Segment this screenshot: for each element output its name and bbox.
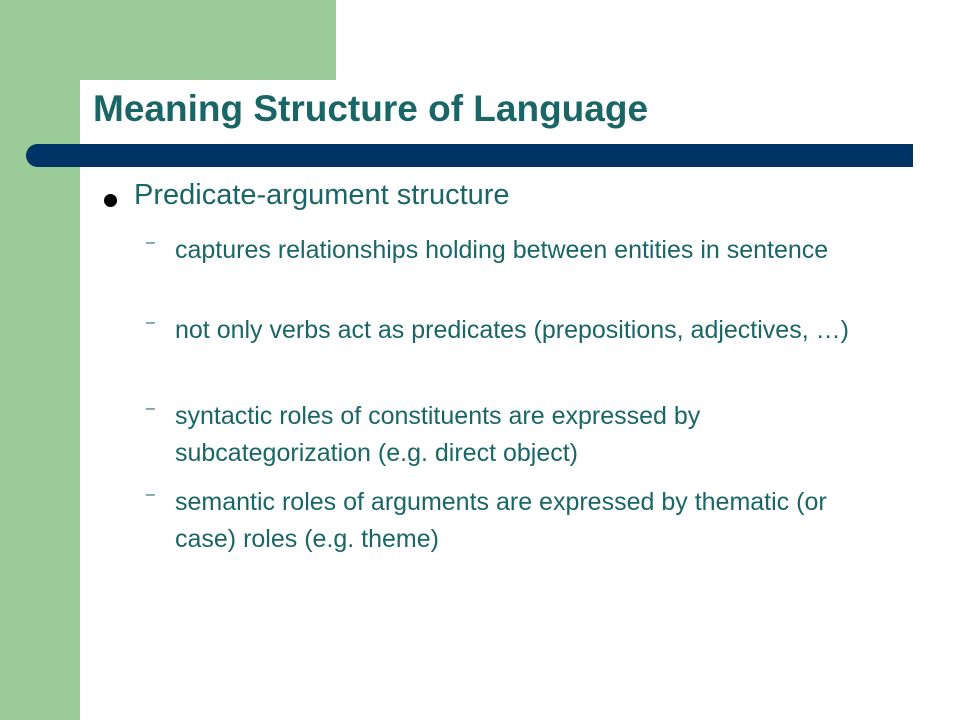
sub-bullet-text: semantic roles of arguments are expressed by thematic (or case) roles (e.g. theme) [175, 488, 827, 553]
green-accent-left [0, 0, 80, 720]
sub-bullet-text: captures relationships holding between entities in sentence [175, 236, 829, 264]
title-underline-bar [26, 144, 913, 167]
dash-icon: – [146, 486, 155, 503]
sub-bullet-text: syntactic roles of constituents are expressed by subcategorization (e.g. direct object) [175, 402, 701, 467]
main-bullet: Predicate-argument structure [134, 179, 510, 211]
dash-icon: – [146, 234, 155, 251]
dash-icon: – [146, 400, 155, 417]
sub-bullet-text: not only verbs act as predicates (prepositions, adjectives, …) [175, 316, 849, 344]
bullet-dot-icon [104, 194, 117, 207]
slide-title: Meaning Structure of Language [93, 88, 649, 129]
dash-icon: – [146, 314, 155, 331]
